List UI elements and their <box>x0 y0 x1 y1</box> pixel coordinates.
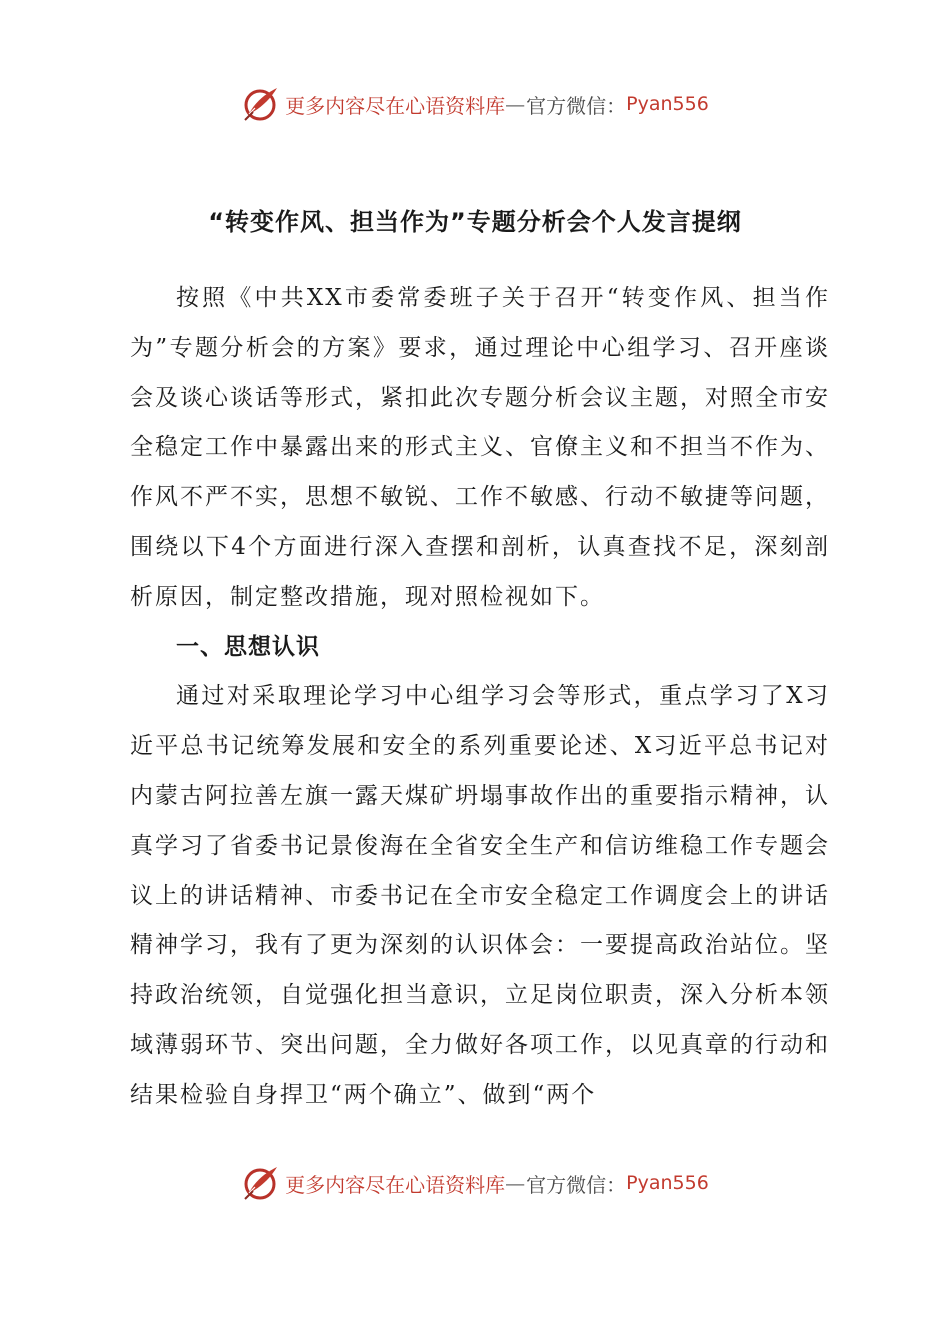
watermark-account: Pyan556 <box>626 93 709 115</box>
quill-pen-icon <box>241 1163 281 1203</box>
section-heading: 一、思想认识 <box>176 633 320 660</box>
document-title: “转变作风、担当作为”专题分析会个人发言提纲 <box>208 208 742 236</box>
watermark-separator: — <box>505 1171 527 1195</box>
section-paragraph: 通过对采取理论学习中心组学习会等形式，重点学习了X习近平总书记统筹发展和安全的系列重要论述、X习近平总书记对内蒙古阿拉善左旗一露天煤矿坍塌事故作出的重要指示精神，认真学习了省委书记景俊海在全省安全生产和信访维稳工作专题会议上的讲话精神、市委书记在全市安全稳定工作调度会上的讲话精神学习，我有了更为深刻的认识体会：一要提高政治站位。坚持政治统领，自觉强化担当意识，立足岗位职责，深入分析本领域薄弱环节、突出问题，全力做好各项工作，以见真章的行动和结果检验自身捍卫“两个确立”、做到“两个 <box>130 683 830 1108</box>
watermark-banner-top <box>0 82 950 126</box>
watermark-separator: — <box>505 92 527 116</box>
intro-paragraph: 按照《中共XX市委常委班子关于召开“转变作风、担当作为”专题分析会的方案》要求，通过理论中心组学习、召开座谈会及谈心谈话等形式，紧扣此次专题分析会议主题，对照全市安全稳定工作中暴露出来的形式主义、官僚主义和不担当不作为、作风不严不实，思想不敏锐、工作不敏感、行动不敏捷等问题，围绕以下4个方面进行深入查摆和剖析，认真查找不足，深刻剖析原因，制定整改措施，现对照检视如下。 <box>130 285 830 610</box>
watermark-main-text: 更多内容尽在心语资料库 <box>285 93 506 118</box>
watermark-account: Pyan556 <box>626 1172 709 1194</box>
watermark-main-text: 更多内容尽在心语资料库 <box>285 1172 506 1197</box>
watermark-sub-text: 官方微信： <box>526 1172 627 1197</box>
watermark-banner-bottom <box>0 1161 950 1205</box>
watermark-sub-text: 官方微信： <box>526 93 627 118</box>
document-body <box>130 274 830 1121</box>
quill-pen-icon <box>241 84 281 124</box>
